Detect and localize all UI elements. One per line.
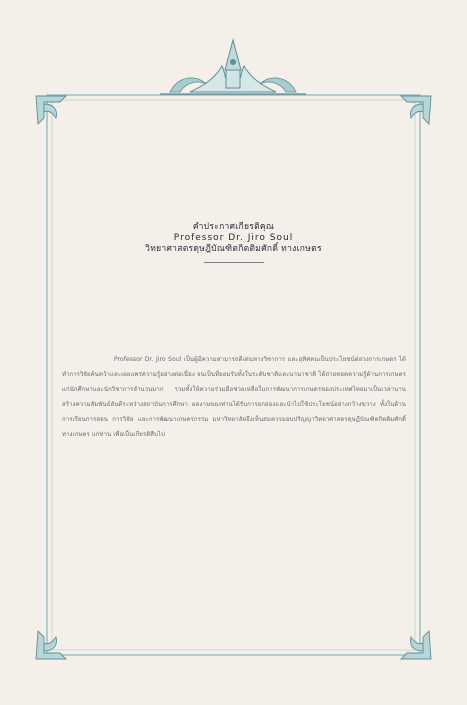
corner-ornament-bottom-left (36, 631, 66, 659)
corner-ornament-bottom-right (401, 631, 431, 659)
university-emblem-icon (160, 40, 306, 94)
citation-paragraph: Professor Dr. Jiro Soul เป็นผู้มีความสามารถดีเด่นทางวิชาการ และอุทิศตนเป็นประโยชน์ต่อวงการเกษตร ได้ทำการวิจัยค้นคว้าและเผยแพร่ความรู้อย่างต่อเนื่อง จนเป็นที่ยอมรับทั้งในระดับชาติและนานาชาติ ได้ถ่ายทอดความรู้ด้านการเกษตรแก่นักศึกษาและนักวิชาการจำนวนมาก รวมทั้งให้ความร่วมมือช่วยเหลือในการพัฒนาการเกษตรของประเทศไทยมาเป็นเวลานาน สร้างความสัมพันธ์อันดีระหว่างสถาบันการศึกษา ผลงานของท่านได้รับการยกย่องและนำไปใช้ประโยชน์อย่างกว้างขวาง ทั้งในด้านการเรียนการสอน การวิจัย และการพัฒนาเกษตรกรรม มหาวิทยาลัยจึงเห็นสมควรมอบปริญญาวิทยาศาสตรดุษฎีบัณฑิตกิตติมศักดิ์ ทางเกษตร แก่ท่าน เพื่อเป็นเกียรติสืบไป (62, 356, 406, 439)
honorary-degree: วิทยาศาสตรดุษฎีบัณฑิตกิตติมศักดิ์ ทางเกษตร (145, 244, 322, 254)
citation-title-block (60, 222, 407, 263)
corner-ornament-top-left (36, 96, 66, 124)
honoree-name: Professor Dr. Jiro Soul (173, 233, 294, 243)
title-divider (204, 262, 264, 263)
citation-heading: คำประกาศเกียรติคุณ (192, 222, 275, 232)
corner-ornament-top-right (401, 96, 431, 124)
